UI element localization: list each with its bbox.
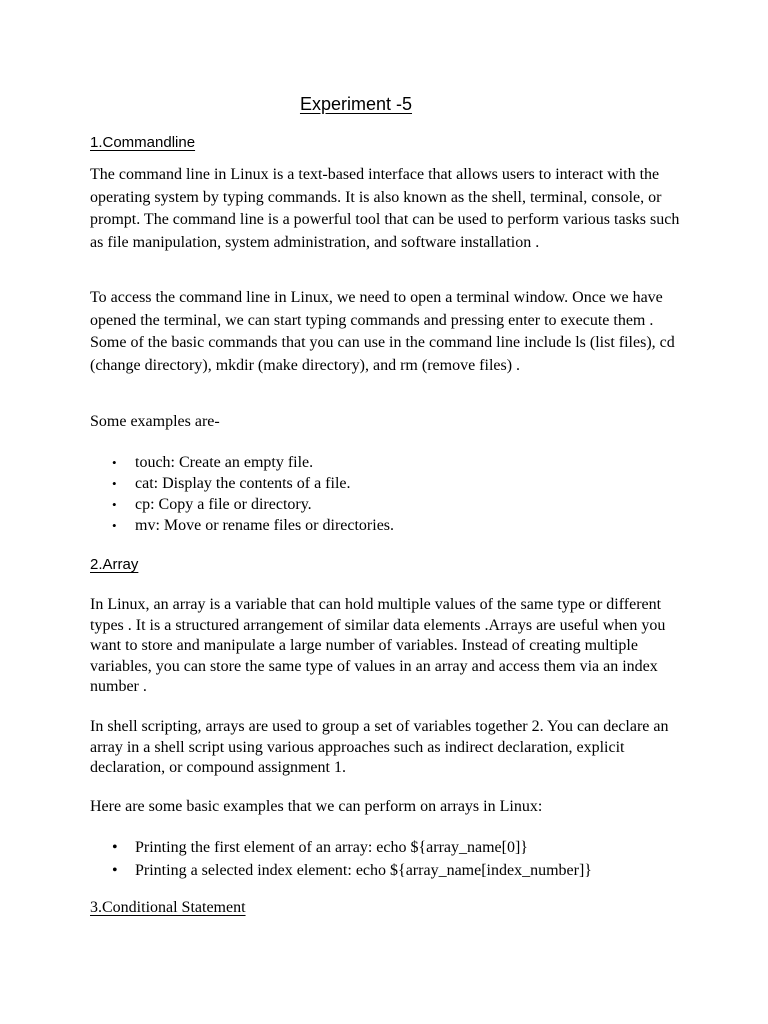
paragraph-array-intro: In Linux, an array is a variable that can hold multiple values of the same type or different types . It is a structured arrangement of similar data elements .Arrays are useful when you want to store and manipulate a large number of variables. Instead of creating multiple variables, you can store the same type of values in an array and access them via an index number . — [90, 596, 666, 695]
list-item-text: Printing a selected index element: echo ${array_name[index_number]} — [135, 862, 592, 879]
paragraph-commandline-intro: The command line in Linux is a text-based interface that allows users to interact with the operating system by typing commands. It is also known as the shell, terminal, console, or prompt. The command line is a powerful tool that can be used to perform various tasks such as file manipulation, system administration, and software installation . — [90, 166, 680, 251]
list-item — [90, 494, 394, 515]
page-title: Experiment -5 — [299, 94, 413, 114]
list-item-text: touch: Create an empty file. — [135, 454, 314, 471]
list-item — [90, 473, 394, 494]
list-item — [90, 859, 592, 882]
paragraph-examples-intro: Some examples are- — [90, 413, 220, 430]
paragraph-commandline-access: To access the command line in Linux, we need to open a terminal window. Once we have opened the terminal, we can start typing commands and pressing enter to execute them . Some of the basic commands that you can use in the command line include ls (list files), cd (change directory), mkdir (make directory), and rm (remove files) . — [90, 289, 675, 374]
bullet-icon: • — [112, 455, 117, 470]
paragraph-array-shell: In shell scripting, arrays are used to group a set of variables together 2. You can declare an array in a shell script using various approaches such as indirect declaration, explicit declaration, or compound assignment 1. — [90, 718, 669, 776]
array-examples-list — [90, 836, 592, 882]
list-item-text: mv: Move or rename files or directories. — [135, 517, 395, 534]
list-item-text: cat: Display the contents of a file. — [135, 475, 351, 492]
section-heading-conditional-statement: 3.Conditional Statement — [90, 899, 246, 916]
list-item-text: Printing the first element of an array: echo ${array_name[0]} — [135, 839, 528, 856]
list-item — [90, 515, 394, 536]
command-examples-list — [90, 452, 394, 536]
bullet-icon: • — [112, 839, 118, 856]
section-heading-commandline: 1.Commandline — [90, 134, 196, 151]
section-heading-array: 2.Array — [90, 556, 139, 573]
bullet-icon: • — [112, 518, 117, 533]
paragraph-array-examples-intro: Here are some basic examples that we can perform on arrays in Linux: — [90, 798, 543, 815]
list-item — [90, 452, 394, 473]
bullet-icon: • — [112, 862, 118, 879]
bullet-icon: • — [112, 476, 117, 491]
list-item-text: cp: Copy a file or directory. — [135, 496, 312, 513]
bullet-icon: • — [112, 497, 117, 512]
list-item — [90, 836, 592, 859]
